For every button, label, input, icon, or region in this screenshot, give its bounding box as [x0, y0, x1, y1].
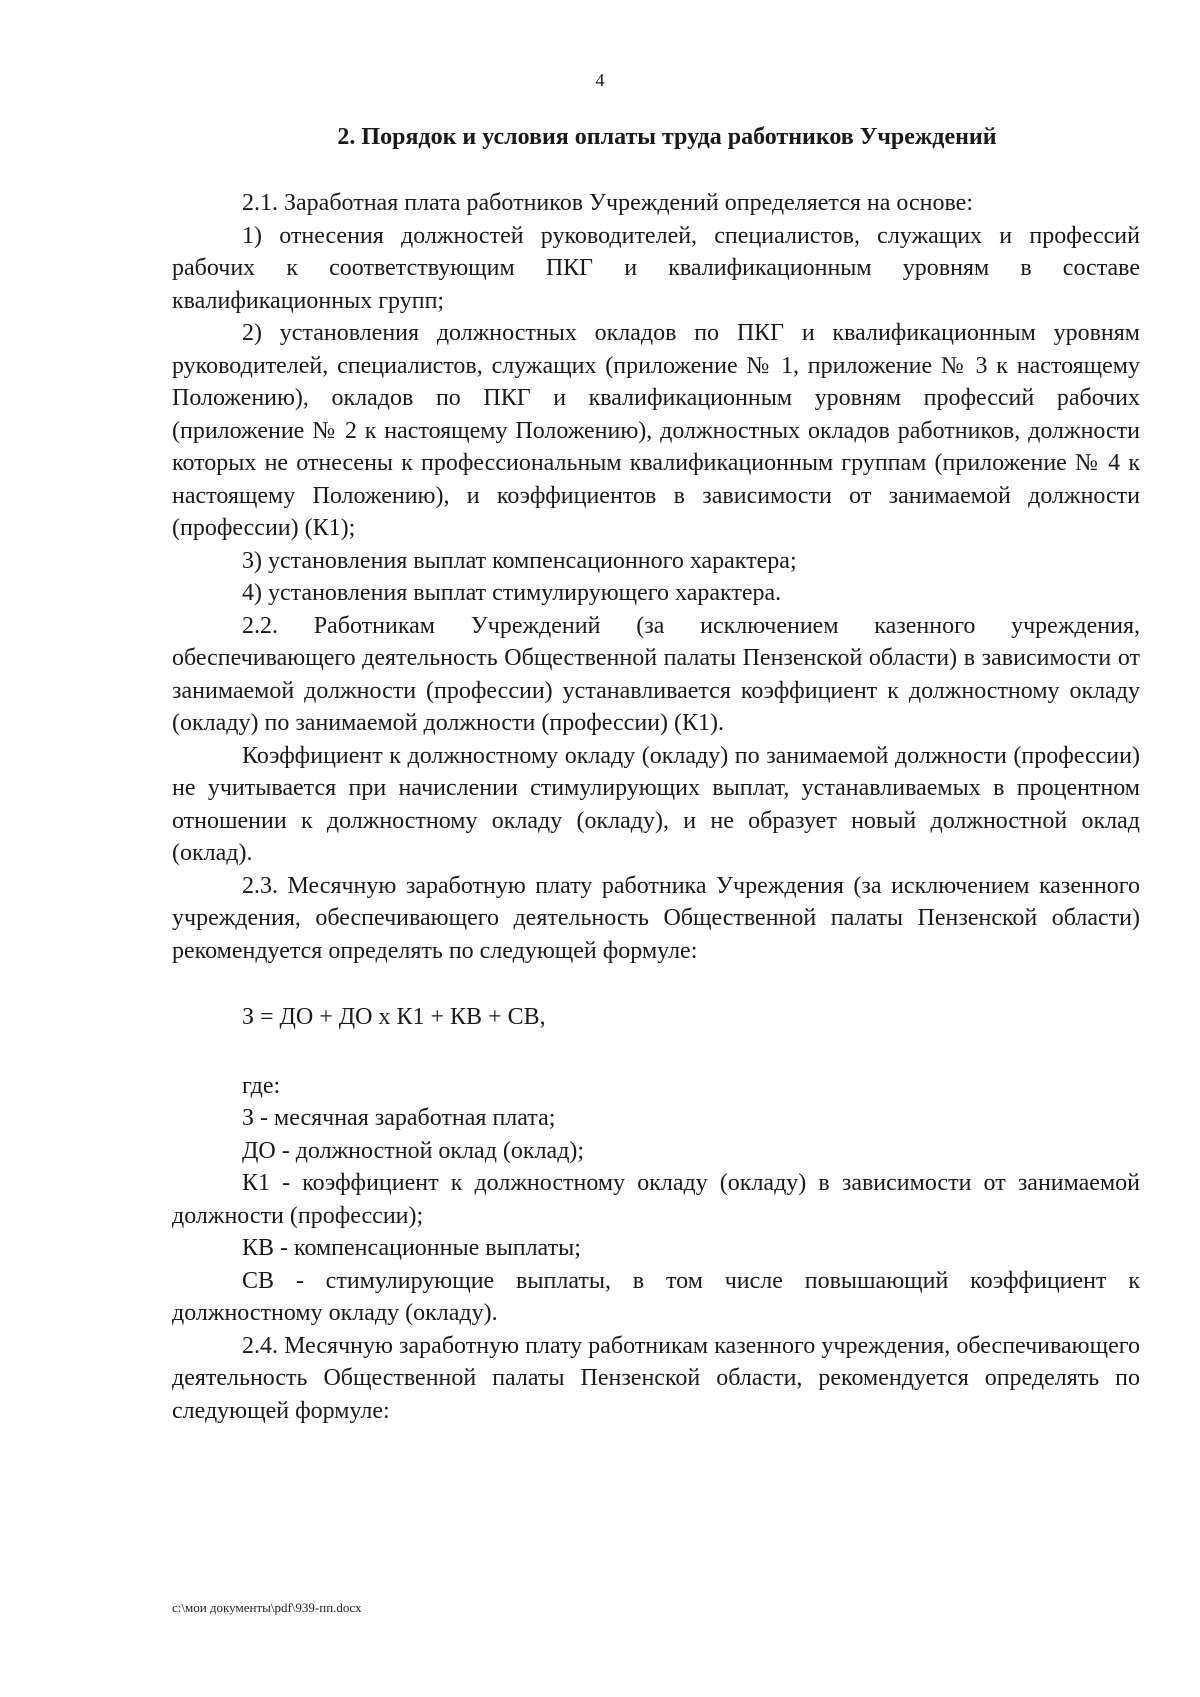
list-item-2-1-2: 2) установления должностных окладов по ПКГ и квалификационным уровням руководителей, специалистов, служащих (приложение № 1, приложение № 3 к настоящему Положению), окладов по ПКГ и квалификационным уровням профессий рабочих (приложение № 2 к настоящему Положению), должностных окладов работников, должности которых не отнесены к профессиональным квалификационным группам (приложение № 4 к настоящему Положению), и коэффициентов в зависимости от занимаемой должности (профессии) (К1); — [172, 320, 1140, 541]
paragraph-2-1: 2.1. Заработная плата работников Учреждений определяется на основе: — [242, 190, 974, 216]
paragraph-2-2-note: Коэффициент к должностному окладу (окладу) по занимаемой должности (профессии) не учитывается при начислении стимулирующих выплат, устанавливаемых в процентном отношении к должностному окладу (окладу), и не образует новый должностной оклад (оклад). — [172, 742, 1140, 866]
definition-z: З - месячная заработная плата; — [242, 1105, 556, 1131]
list-item-2-1-4: 4) установления выплат стимулирующего характера. — [242, 580, 782, 606]
definition-do: ДО - должностной оклад (оклад); — [242, 1137, 585, 1164]
definition-kv: КВ - компенсационные выплаты; — [242, 1235, 581, 1261]
where-label: где: — [242, 1072, 281, 1099]
footer-file-path: c:\мои документы\pdf\939-пп.docx — [172, 1600, 362, 1615]
paragraph-2-3: 2.3. Месячную заработную плату работника Учреждения (за исключением казенного учреждения, обеспечивающего деятельность Общественной палаты Пензенской области) рекомендуется определять по следующей формуле: — [172, 872, 1140, 964]
paragraph-2-2: 2.2. Работникам Учреждений (за исключением казенного учреждения, обеспечивающего деятельность Общественной палаты Пензенской области) в зависимости от занимаемой должности (профессии) устанавливается коэффициент к должностному окладу (окладу) по занимаемой должности (профессии) (К1). — [172, 612, 1140, 736]
definition-k1: К1 - коэффициент к должностному окладу (окладу) в зависимости от занимаемой должности (профессии); — [172, 1170, 1140, 1229]
list-item-2-1-1: 1) отнесения должностей руководителей, специалистов, служащих и профессий рабочих к соответствующим ПКГ и квалификационным уровням в составе квалификационных групп; — [172, 222, 1140, 314]
page-number: 4 — [595, 70, 605, 90]
paragraph-2-4: 2.4. Месячную заработную плату работникам казенного учреждения, обеспечивающего деятельность Общественной палаты Пензенской области, рекомендуется определять по следующей формуле: — [172, 1332, 1140, 1424]
salary-formula: З = ДО + ДО х К1 + КВ + СВ, — [242, 1004, 546, 1030]
definition-sv: СВ - стимулирующие выплаты, в том числе повышающий коэффициент к должностному окладу (окладу). — [172, 1267, 1140, 1326]
section-heading: 2. Порядок и условия оплаты труда работников Учреждений — [337, 124, 997, 150]
document-body — [172, 187, 1140, 1427]
list-item-2-1-3: 3) установления выплат компенсационного характера; — [242, 547, 797, 574]
